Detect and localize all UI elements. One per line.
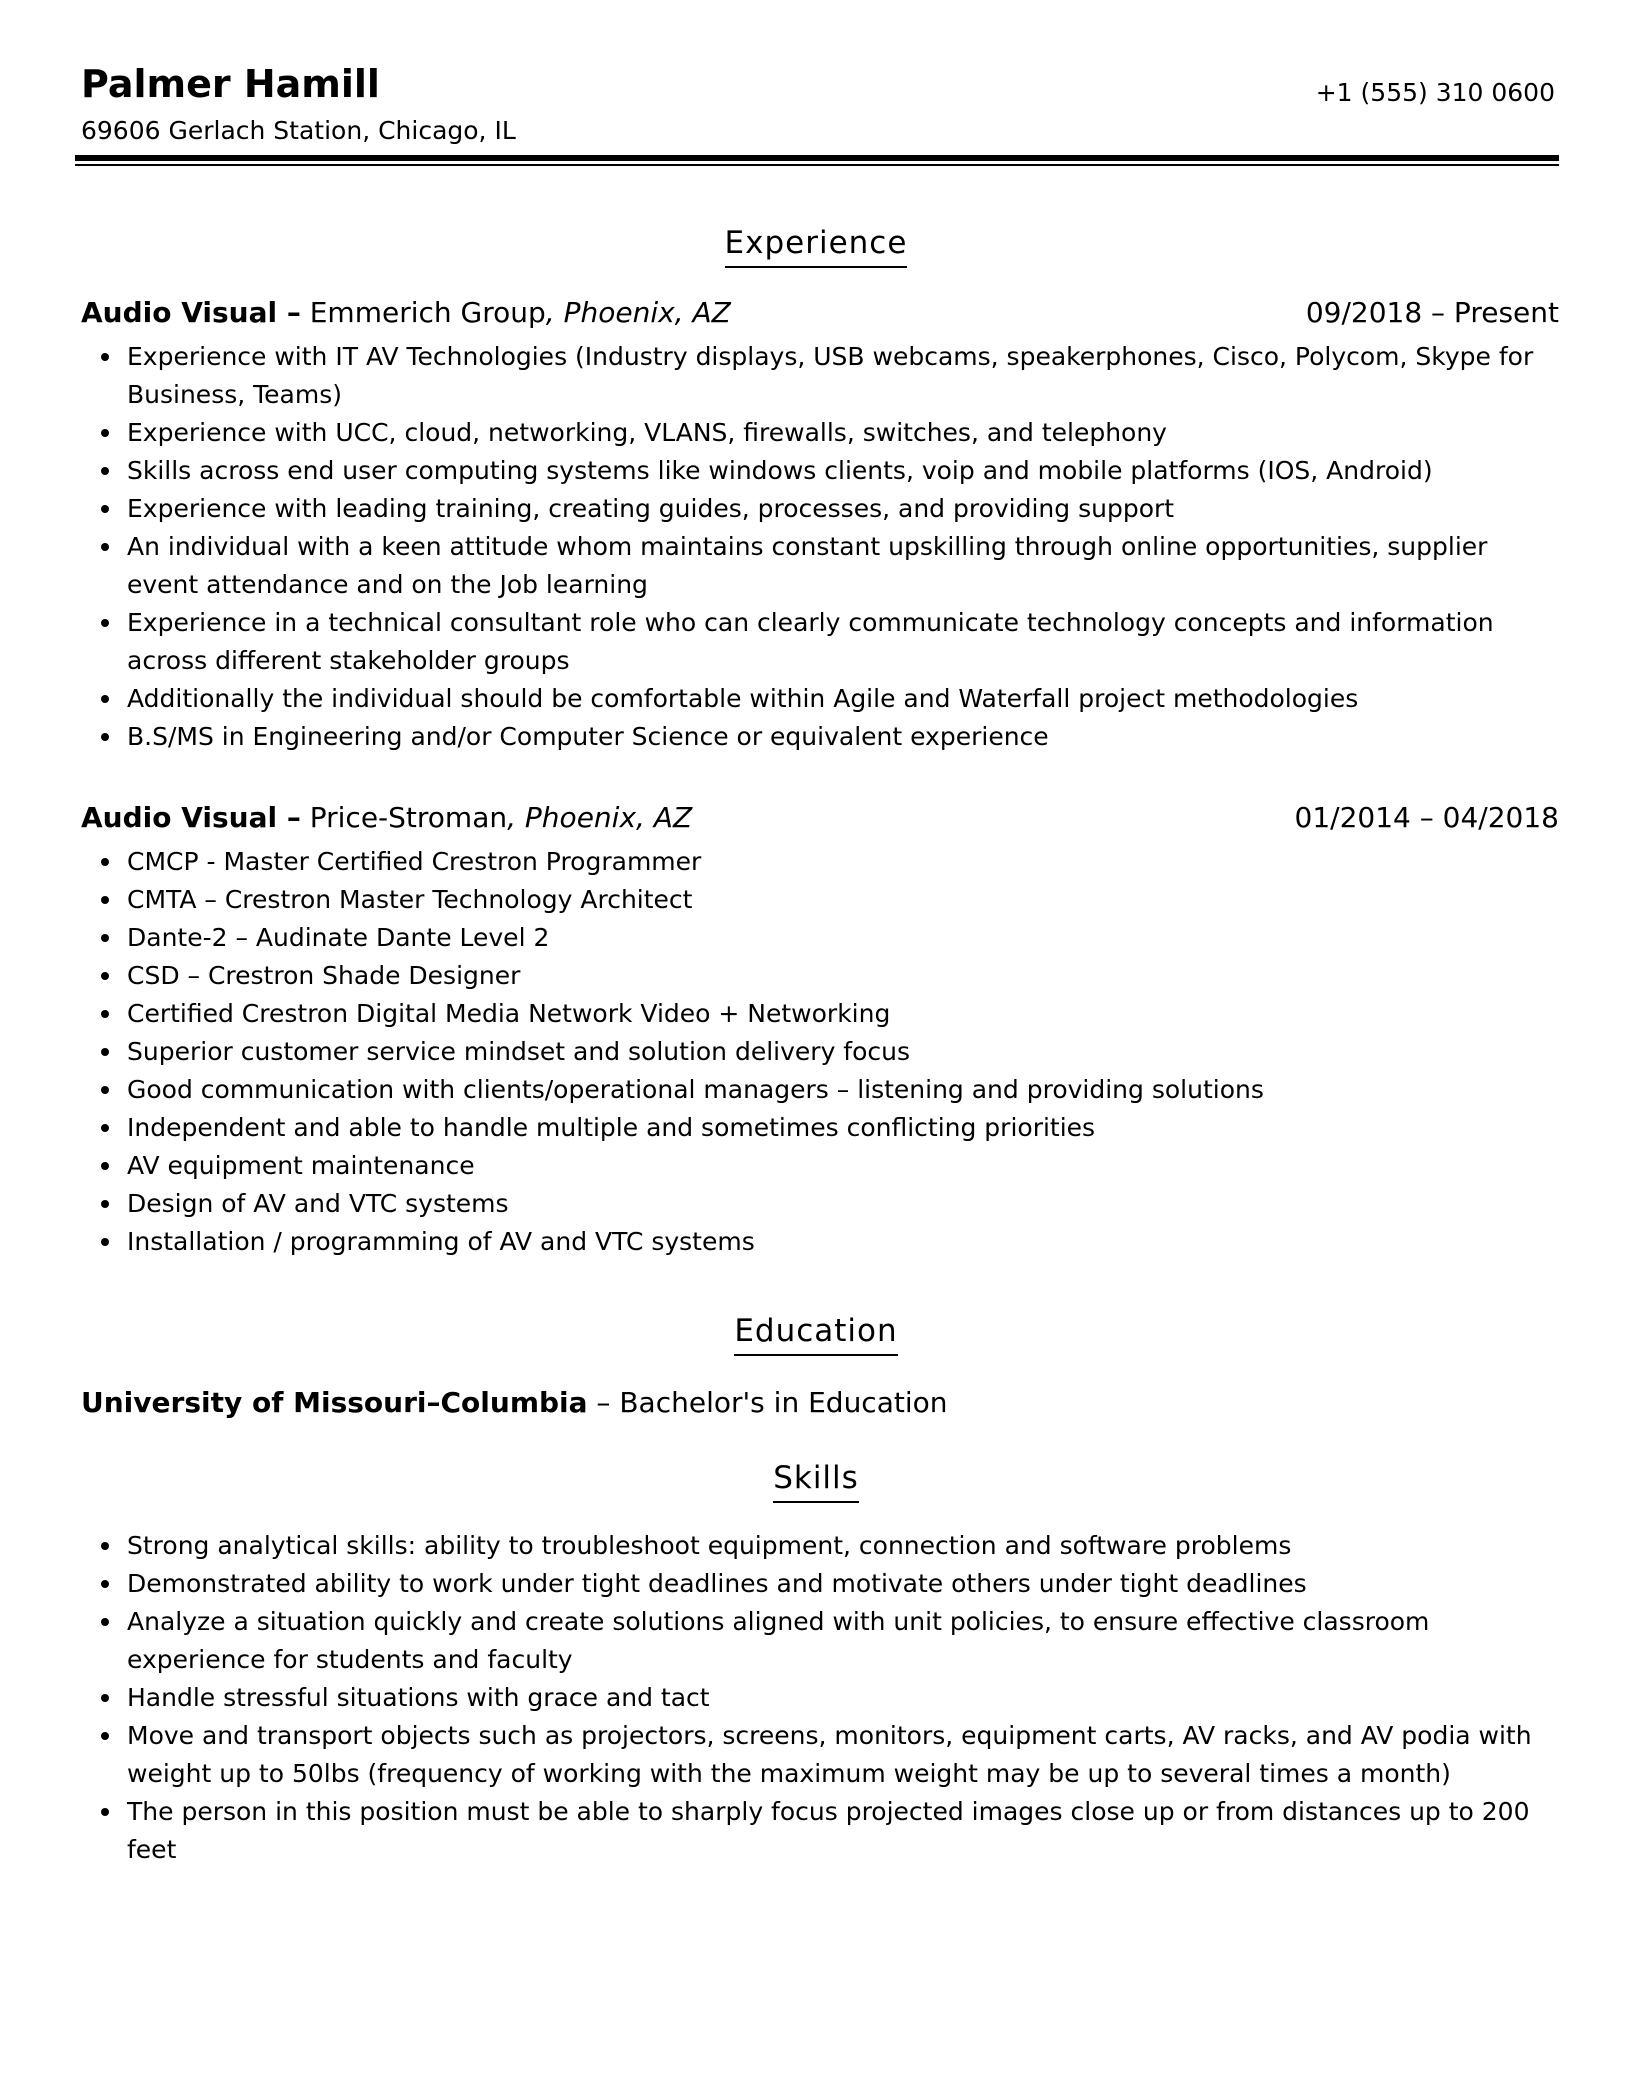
candidate-name: Palmer Hamill [81, 62, 380, 106]
list-item: Move and transport objects such as projectors, screens, monitors, equipment carts, AV racks, and AV podia with weight up to 50lbs (frequency of working with the maximum weight may be up to several times a month) [81, 1717, 1561, 1793]
job-header [81, 294, 1559, 332]
education-degree: – Bachelor's in Education [587, 1386, 948, 1419]
list-item: Experience with UCC, cloud, networking, VLANS, firewalls, switches, and telephony [81, 414, 1561, 452]
list-item: CMCP - Master Certified Crestron Programmer [81, 843, 1561, 881]
list-item: Demonstrated ability to work under tight deadlines and motivate others under tight deadlines [81, 1565, 1561, 1603]
list-item: Experience in a technical consultant role who can clearly communicate technology concepts and information across different stakeholder groups [81, 604, 1561, 680]
list-item: An individual with a keen attitude whom maintains constant upskilling through online opportunities, supplier event attendance and on the Job learning [81, 528, 1561, 604]
list-item: Independent and able to handle multiple and sometimes conflicting priorities [81, 1109, 1561, 1147]
job-location: , Phoenix, AZ [507, 801, 693, 834]
list-item: Certified Crestron Digital Media Network Video + Networking [81, 995, 1561, 1033]
list-item: Experience with IT AV Technologies (Industry displays, USB webcams, speakerphones, Cisco, Polycom, Skype for Business, Teams) [81, 338, 1561, 414]
list-item: CSD – Crestron Shade Designer [81, 957, 1561, 995]
skills-heading [0, 1457, 1632, 1503]
list-item: Analyze a situation quickly and create solutions aligned with unit policies, to ensure effective classroom experience for students and faculty [81, 1603, 1561, 1679]
job-bullet-list [81, 338, 1561, 756]
candidate-address: 69606 Gerlach Station, Chicago, IL [81, 116, 516, 145]
list-item: Skills across end user computing systems like windows clients, voip and mobile platforms (IOS, Android) [81, 452, 1561, 490]
education-entry [81, 1384, 948, 1422]
skills-bullet-list [81, 1527, 1561, 1869]
skills-heading-text: Skills [773, 1457, 859, 1503]
list-item: Good communication with clients/operational managers – listening and providing solutions [81, 1071, 1561, 1109]
list-item: Superior customer service mindset and solution delivery focus [81, 1033, 1561, 1071]
job-company: Price-Stroman [300, 801, 508, 834]
list-item: Handle stressful situations with grace and tact [81, 1679, 1561, 1717]
list-item: Dante-2 – Audinate Dante Level 2 [81, 919, 1561, 957]
job-header [81, 799, 1559, 837]
education-school: University of Missouri–Columbia [81, 1386, 588, 1419]
candidate-phone: +1 (555) 310 0600 [1315, 78, 1555, 107]
experience-heading-text: Experience [725, 222, 908, 268]
job-title: Audio Visual – [81, 296, 301, 329]
list-item: Experience with leading training, creating guides, processes, and providing support [81, 490, 1561, 528]
job-dates: 01/2014 – 04/2018 [1294, 801, 1559, 834]
list-item: Design of AV and VTC systems [81, 1185, 1561, 1223]
header-divider-thin [75, 164, 1559, 166]
list-item: Strong analytical skills: ability to troubleshoot equipment, connection and software problems [81, 1527, 1561, 1565]
job-title: Audio Visual – [81, 801, 301, 834]
list-item: B.S/MS in Engineering and/or Computer Science or equivalent experience [81, 718, 1561, 756]
education-heading [0, 1310, 1632, 1356]
list-item: AV equipment maintenance [81, 1147, 1561, 1185]
job-dates: 09/2018 – Present [1305, 296, 1559, 329]
header-divider-thick [75, 155, 1559, 161]
job-company: Emmerich Group [300, 296, 546, 329]
resume-header [81, 60, 1555, 170]
job-location: , Phoenix, AZ [545, 296, 731, 329]
list-item: Additionally the individual should be comfortable within Agile and Waterfall project methodologies [81, 680, 1561, 718]
list-item: Installation / programming of AV and VTC systems [81, 1223, 1561, 1261]
job-bullet-list [81, 843, 1561, 1261]
education-heading-text: Education [734, 1310, 897, 1356]
list-item: The person in this position must be able to sharply focus projected images close up or from distances up to 200 feet [81, 1793, 1561, 1869]
experience-heading [0, 222, 1632, 268]
list-item: CMTA – Crestron Master Technology Architect [81, 881, 1561, 919]
